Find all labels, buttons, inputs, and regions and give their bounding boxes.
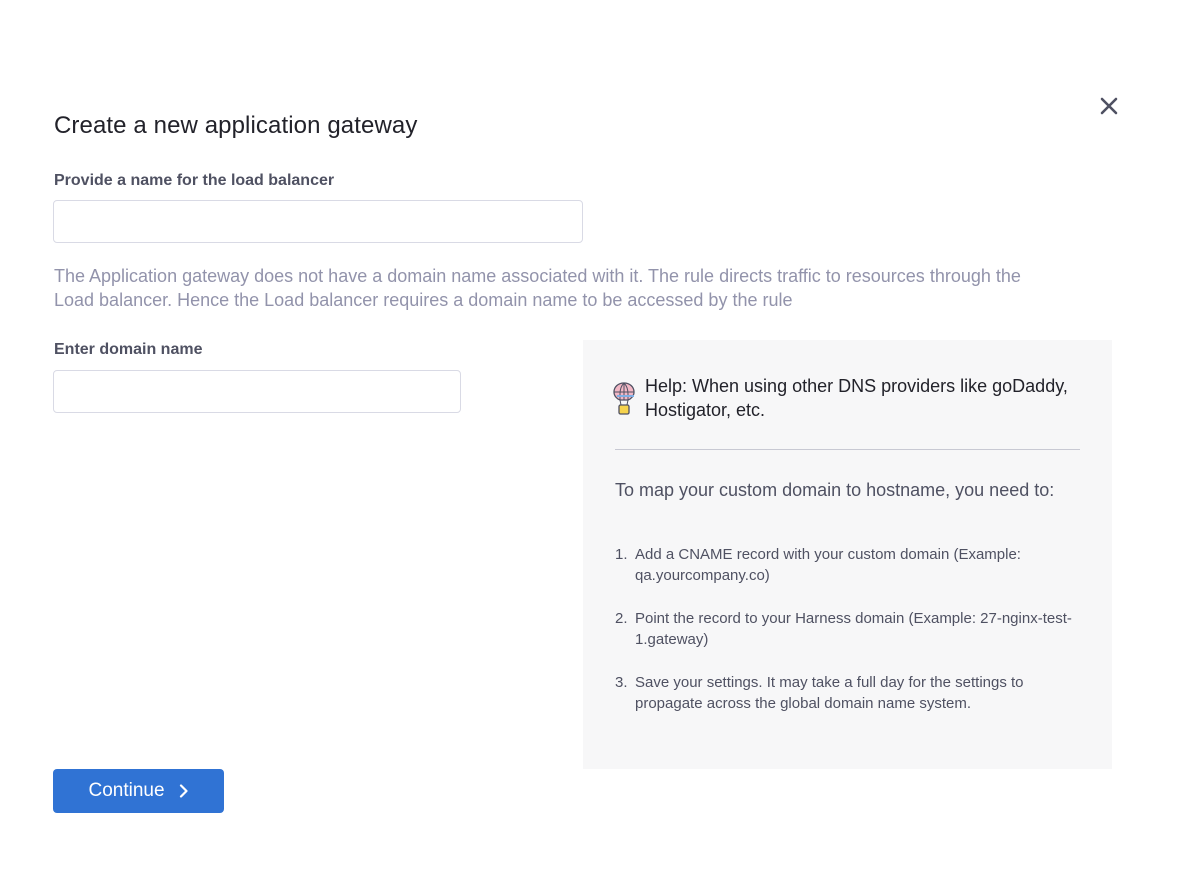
- help-panel: [583, 340, 1112, 769]
- description-text: The Application gateway does not have a domain name associated with it. The rule directs traffic to resources through the Load balancer. Hence the Load balancer requires a domain name to be accessed by the rule: [54, 266, 1021, 310]
- help-subtitle: To map your custom domain to hostname, you need to:: [615, 480, 1055, 500]
- help-steps-list: [615, 544, 1085, 736]
- help-title: Help: When using other DNS providers like goDaddy, Hostigator, etc.: [645, 376, 1068, 420]
- help-divider: [615, 449, 1080, 450]
- step-number: 1.: [615, 546, 628, 563]
- help-step: [615, 672, 1085, 714]
- close-icon: [1097, 94, 1121, 118]
- close-button[interactable]: [1097, 94, 1121, 118]
- step-text: Add a CNAME record with your custom domain (Example: qa.yourcompany.co): [635, 546, 1021, 584]
- chevron-right-icon: [179, 784, 189, 798]
- dialog-title: Create a new application gateway: [54, 112, 418, 139]
- domain-name-input[interactable]: [53, 370, 461, 413]
- continue-button[interactable]: [53, 769, 224, 813]
- help-step: [615, 544, 1085, 586]
- step-text: Point the record to your Harness domain (Example: 27-nginx-test-1.gateway): [635, 610, 1072, 648]
- load-balancer-name-input[interactable]: [53, 200, 583, 243]
- step-text: Save your settings. It may take a full day for the settings to propagate across the global domain name system.: [635, 674, 1024, 712]
- step-number: 2.: [615, 610, 628, 627]
- name-label: Provide a name for the load balancer: [54, 172, 335, 189]
- help-step: [615, 608, 1085, 650]
- help-header: [613, 374, 1073, 422]
- domain-label: Enter domain name: [54, 341, 203, 358]
- balloon-icon: [613, 382, 635, 416]
- continue-label: Continue: [88, 780, 165, 801]
- step-number: 3.: [615, 674, 628, 691]
